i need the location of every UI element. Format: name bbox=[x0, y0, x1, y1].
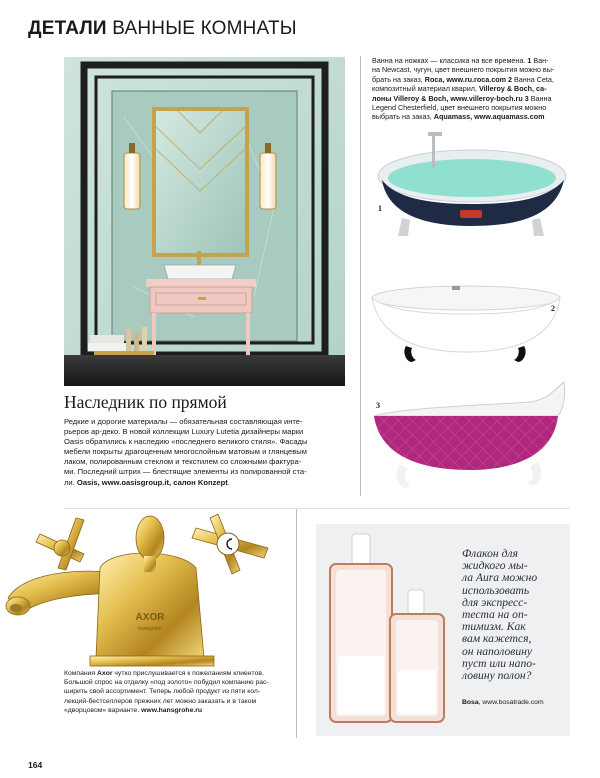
faucet-caption-line: ширить свой ассортимент. Теперь любой продукт из пяти кол- bbox=[64, 688, 261, 696]
quote-line: теста на оп- bbox=[462, 608, 528, 622]
caption-text: Ванна Ceta, bbox=[511, 74, 554, 84]
quote-line: для экспресс- bbox=[462, 595, 528, 609]
column-divider bbox=[360, 56, 361, 496]
caption-text: Компания bbox=[64, 670, 97, 677]
caption-text: «дворцовом» варианте. bbox=[64, 706, 142, 714]
quote-line: он наполовину bbox=[462, 644, 533, 658]
caption-text: Ванна bbox=[528, 93, 552, 103]
baths-caption-line bbox=[372, 65, 560, 74]
caption-text: Ван- bbox=[531, 56, 549, 65]
caption-text: на Newcast, чугун, цвет внешнего покрытия можно вы- bbox=[372, 65, 555, 75]
baths-caption-line bbox=[372, 56, 560, 65]
caption-text: выбрать на заказ, bbox=[372, 112, 434, 122]
bathtub-chesterfield bbox=[370, 378, 568, 496]
bathroom-photo bbox=[64, 57, 345, 386]
caption-text: брать на заказ, bbox=[372, 74, 425, 84]
article-line: ми. Последний штрих — блестящие элементы из полированной ста- bbox=[64, 467, 307, 477]
caption-brand: Villeroy & Boch, са- bbox=[479, 84, 547, 94]
faucet-brand-sub: hansgrohe bbox=[138, 626, 162, 632]
caption-brand: www.hansgrohe.ru bbox=[141, 706, 203, 714]
caption-number: 2 bbox=[507, 74, 512, 84]
article-line: лаком, полированным стеклом и текстилем со сложными фактура- bbox=[64, 457, 302, 467]
article-line: мебели покрыты драгоценным многослойным матовым и глянцевым bbox=[64, 447, 307, 457]
baths-caption-line bbox=[372, 94, 560, 103]
quote-line: Флакон для bbox=[462, 547, 518, 560]
caption-text: чутко прислушивается к пожеланиям клиентов. bbox=[112, 670, 264, 677]
article-body bbox=[64, 417, 354, 488]
quote-line: вам кажется, bbox=[462, 632, 532, 646]
credit-brand: Bosa bbox=[462, 699, 479, 706]
bathtub-newcast bbox=[368, 128, 568, 248]
bathtub-number-2: 2 bbox=[551, 304, 555, 313]
caption-number: 3 bbox=[524, 93, 529, 103]
bottom-divider bbox=[296, 508, 297, 738]
faucet-caption-line: лекций-бестселлеров прежних лет можно заказать и в таком bbox=[64, 697, 257, 705]
quote-line: использовать bbox=[462, 583, 530, 597]
article-line: Oasis обратились к наследию «последнего великого стиля». Фасады bbox=[64, 437, 308, 447]
bathtub-number-1: 1 bbox=[378, 204, 382, 213]
bottle-credit bbox=[462, 699, 570, 706]
credit-url: , www.bosatrade.com bbox=[478, 699, 544, 706]
caption-text: Ванна на ножках — классика на все времена. bbox=[372, 56, 528, 65]
bottle-quote bbox=[462, 548, 562, 682]
quote-line: пуст или напо- bbox=[462, 656, 536, 670]
baths-caption bbox=[372, 56, 560, 122]
bathtub-newcast-illustration bbox=[368, 128, 568, 248]
section-label: ДЕТАЛИ bbox=[28, 18, 107, 39]
caption-text: Legend Chesterfield, цвет внешнего покрытия можно bbox=[372, 103, 547, 113]
baths-caption-line bbox=[372, 103, 560, 112]
quote-line: жидкого мы- bbox=[462, 559, 528, 573]
caption-brand: Aquamass, www.aquamass.com bbox=[433, 112, 545, 122]
bathtub-ceta-illustration bbox=[366, 282, 566, 374]
caption-brand: лоны Villeroy & Boch, www.villeroy-boch.ru bbox=[372, 93, 523, 103]
faucet-illustration bbox=[0, 508, 290, 668]
baths-caption-line bbox=[372, 112, 560, 121]
article-line: рьеров ар-деко. В новой коллекции Luxury Lutetia дизайнеры марки bbox=[64, 427, 304, 437]
section-header bbox=[28, 18, 297, 40]
caption-brand: Axor bbox=[97, 670, 113, 677]
section-title: ВАННЫЕ КОМНАТЫ bbox=[112, 18, 297, 39]
faucet-caption-line bbox=[64, 706, 289, 715]
article-text: . bbox=[227, 477, 230, 487]
quote-line: ловину полон? bbox=[462, 669, 532, 683]
quote-line: тимизм. Как bbox=[462, 620, 526, 634]
article-line bbox=[64, 478, 354, 488]
article-text: ли. bbox=[64, 477, 77, 487]
quote-line: ла Aura можно bbox=[462, 571, 538, 585]
bathtub-ceta bbox=[366, 282, 566, 374]
caption-brand: Roca, www.ru.roca.com bbox=[424, 74, 506, 84]
article-line: Редкие и дорогие материалы — обязательная составляющая инте- bbox=[64, 417, 303, 426]
faucet-brand: AXOR bbox=[135, 612, 165, 623]
faucet-photo bbox=[0, 508, 290, 668]
article-title: Наследник по прямой bbox=[64, 392, 227, 412]
article bbox=[64, 392, 354, 488]
bathtub-number-3: 3 bbox=[376, 401, 380, 410]
article-brand: Oasis, www.oasisgroup.it, салон Konzept bbox=[76, 477, 228, 487]
bathroom-illustration bbox=[64, 57, 345, 386]
faucet-caption-line bbox=[64, 669, 289, 678]
faucet-caption bbox=[64, 669, 289, 715]
caption-text: композитный материал кварил, bbox=[372, 84, 479, 94]
baths-caption-line bbox=[372, 84, 560, 93]
bathtub-chesterfield-illustration bbox=[370, 378, 568, 496]
page-number: 164 bbox=[28, 760, 43, 770]
faucet-caption-line: Большой спрос на отделку «под золото» побудил компанию рас- bbox=[64, 679, 269, 687]
baths-caption-line bbox=[372, 75, 560, 84]
caption-number: 1 bbox=[527, 56, 532, 65]
